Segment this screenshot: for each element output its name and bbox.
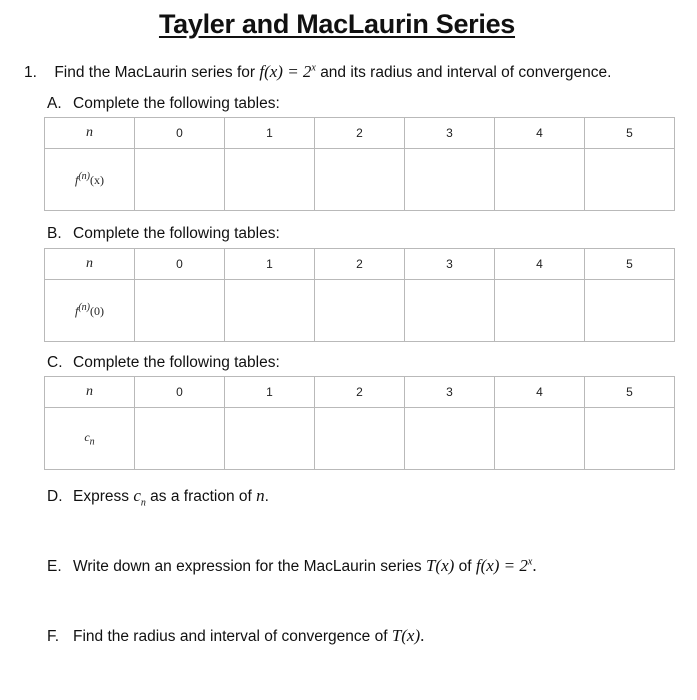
part-c-label: C.	[47, 354, 63, 371]
table-a-col-5: 5	[585, 118, 675, 149]
table-c-cell-2[interactable]	[315, 408, 405, 470]
table-b-header-row	[45, 249, 675, 280]
part-b-instruction	[47, 225, 280, 243]
table-c-col-0: 0	[135, 377, 225, 408]
table-a-cell-5[interactable]	[585, 149, 675, 211]
table-a	[44, 117, 675, 211]
table-a-header-row	[45, 118, 675, 149]
part-e-series: T(x)	[425, 556, 455, 575]
part-a-instruction	[47, 95, 280, 113]
part-d-var: $c_n$	[133, 486, 146, 509]
part-d: D. Express $c_n$ as a fraction of n.	[47, 486, 269, 509]
part-c-text: Complete the following tables:	[73, 354, 280, 371]
table-a-row-label: $f^{(n)}(x)$	[45, 149, 135, 211]
table-b-col-5: 5	[585, 249, 675, 280]
table-c-cell-0[interactable]	[135, 408, 225, 470]
part-b-label: B.	[47, 225, 62, 242]
table-a-header-n: n	[45, 118, 135, 149]
table-c-cell-5[interactable]	[585, 408, 675, 470]
table-c-header-row	[45, 377, 675, 408]
table-b-col-2: 2	[315, 249, 405, 280]
question-text-after: and its radius and interval of convergence.	[320, 64, 612, 81]
part-f-series: T(x)	[391, 626, 421, 645]
question-number: 1.	[24, 64, 37, 81]
table-c-col-4: 4	[495, 377, 585, 408]
table-b-cell-3[interactable]	[405, 280, 495, 342]
table-c-cell-1[interactable]	[225, 408, 315, 470]
table-a-value-row	[45, 149, 675, 211]
table-a-col-3: 3	[405, 118, 495, 149]
table-b-cell-0[interactable]	[135, 280, 225, 342]
part-e-label: E.	[47, 558, 62, 575]
table-c-col-5: 5	[585, 377, 675, 408]
table-b-header-n: n	[45, 249, 135, 280]
table-a-cell-1[interactable]	[225, 149, 315, 211]
table-a-cell-3[interactable]	[405, 149, 495, 211]
table-c-header-n: n	[45, 377, 135, 408]
page-title: Tayler and MacLaurin Series	[158, 9, 516, 39]
table-a-col-0: 0	[135, 118, 225, 149]
table-b-col-4: 4	[495, 249, 585, 280]
table-c-cell-4[interactable]	[495, 408, 585, 470]
table-a-col-1: 1	[225, 118, 315, 149]
part-f: F. Find the radius and interval of convergence of T(x).	[47, 626, 425, 645]
table-c-value-row	[45, 408, 675, 470]
question-1	[24, 62, 611, 82]
table-c-col-2: 2	[315, 377, 405, 408]
table-c-col-1: 1	[225, 377, 315, 408]
table-a-col-2: 2	[315, 118, 405, 149]
part-f-label: F.	[47, 628, 60, 645]
table-b-cell-2[interactable]	[315, 280, 405, 342]
table-b-row-label: $f^{(n)}(0)$	[45, 280, 135, 342]
part-a-text: Complete the following tables:	[73, 95, 280, 112]
table-a-col-4: 4	[495, 118, 585, 149]
part-e-function: $f(x) = 2^x$	[475, 556, 533, 575]
question-function: $f(x) = 2^x$	[259, 62, 316, 81]
table-a-cell-4[interactable]	[495, 149, 585, 211]
table-a-cell-0[interactable]	[135, 149, 225, 211]
table-b-cell-1[interactable]	[225, 280, 315, 342]
part-d-label: D.	[47, 488, 63, 505]
part-b-text: Complete the following tables:	[73, 225, 280, 242]
table-c-row-label: $c_n$	[45, 408, 135, 470]
part-c-instruction	[47, 354, 280, 372]
table-b-cell-4[interactable]	[495, 280, 585, 342]
table-c-col-3: 3	[405, 377, 495, 408]
table-a-cell-2[interactable]	[315, 149, 405, 211]
table-b-col-3: 3	[405, 249, 495, 280]
table-c	[44, 376, 675, 470]
part-a-label: A.	[47, 95, 62, 112]
table-b-col-0: 0	[135, 249, 225, 280]
table-b-value-row	[45, 280, 675, 342]
table-b-col-1: 1	[225, 249, 315, 280]
part-e: E. Write down an expression for the MacLaurin series T(x) of $f(x) = 2^x$.	[47, 556, 537, 575]
table-b-cell-5[interactable]	[585, 280, 675, 342]
question-text-before: Find the MacLaurin series for	[54, 64, 256, 81]
table-c-cell-3[interactable]	[405, 408, 495, 470]
table-b	[44, 248, 675, 342]
